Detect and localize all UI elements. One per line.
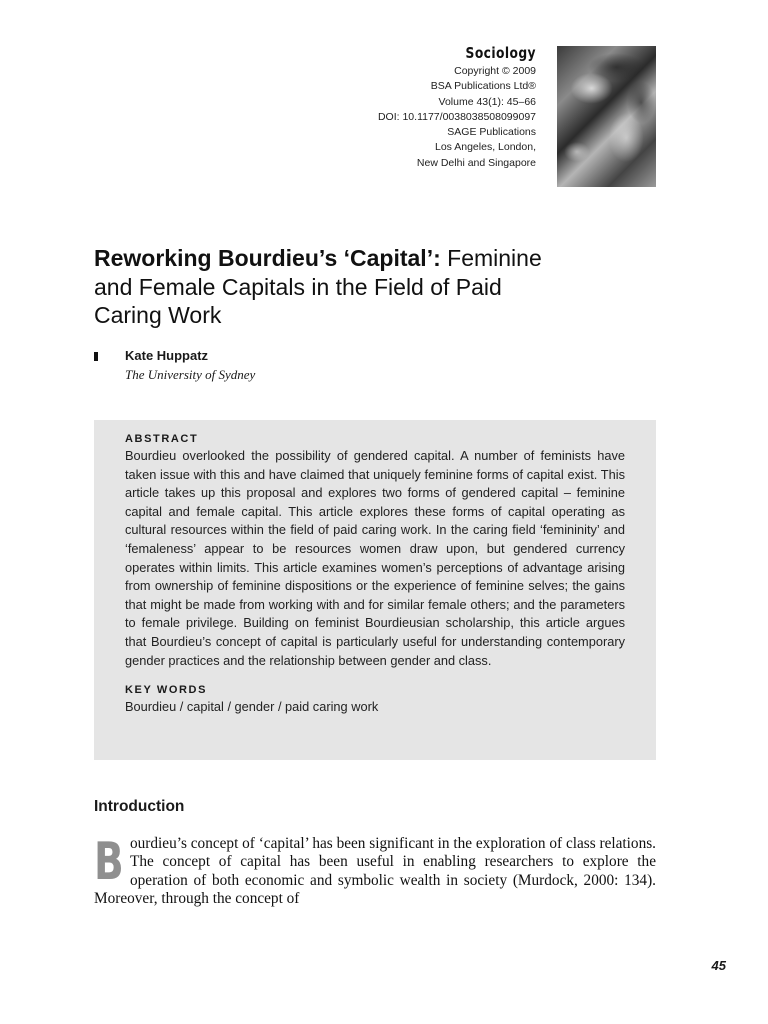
introduction-text: ourdieu’s concept of ‘capital’ has been significant in the exploration of class relations. The concept of capital has been useful in enabling researchers to explore the operation of both economic and symbolic wealth in society (Murdock, 2000: 134). Moreover, through the concept of <box>94 835 657 907</box>
keywords-heading: KEY WORDS <box>125 684 208 697</box>
abstract-text: Bourdieu overlooked the possibility of gendered capital. A number of feminists have taken issue with this and have claimed that uniquely feminine forms of capital exist. This article takes up this proposal and explores two forms of gendered capital – feminine capital and female capital. This article explores these forms of capital operating as cultural resources within the field of paid caring work. In the caring field ‘femininity’ and ‘femaleness’ appear to be resources women draw upon, but gendered currency operates within limits. This article examines women’s perceptions of advantage arising from ownership of feminine dispositions or the experience of feminine selves; the gains that might be made from working with and for similar female others; and the parameters to female privilege. Building on feminist Bourdieusian scholarship, this article argues that Bourdieu’s concept of capital is particularly useful for understanding contemporary gender practices and the relationship between gender and class. <box>125 448 625 668</box>
journal-cover-image <box>557 46 656 187</box>
article-title <box>94 244 574 330</box>
copyright-line: Copyright © 2009 <box>454 65 536 77</box>
author-marker-icon <box>94 352 98 361</box>
keywords-text: Bourdieu / capital / gender / paid caring work <box>125 699 379 715</box>
article-title-rest: Feminine and Female Capitals in the Field of Paid Caring Work <box>94 245 542 328</box>
sage-line: SAGE Publications <box>447 126 536 139</box>
article-title-bold: Reworking Bourdieu’s ‘Capital’: <box>94 245 441 271</box>
location-line-1: Los Angeles, London, <box>434 141 536 154</box>
location-line-2: New Delhi and Singapore <box>416 156 536 169</box>
journal-name: Sociology <box>465 44 536 62</box>
journal-masthead <box>276 44 536 171</box>
page-number: 45 <box>711 958 726 973</box>
introduction-heading: Introduction <box>94 798 185 815</box>
abstract-box <box>94 420 656 760</box>
volume-line: Volume 43(1): 45–66 <box>438 95 536 108</box>
doi-line: DOI: 10.1177/0038038508099097 <box>377 110 536 123</box>
introduction-paragraph <box>94 832 657 908</box>
author-affiliation: The University of Sydney <box>125 367 256 382</box>
drop-cap: B <box>94 832 124 892</box>
abstract-heading: ABSTRACT <box>125 433 199 445</box>
publisher-line: BSA Publications Ltd® <box>430 80 536 93</box>
author-name: Kate Huppatz <box>125 348 209 363</box>
